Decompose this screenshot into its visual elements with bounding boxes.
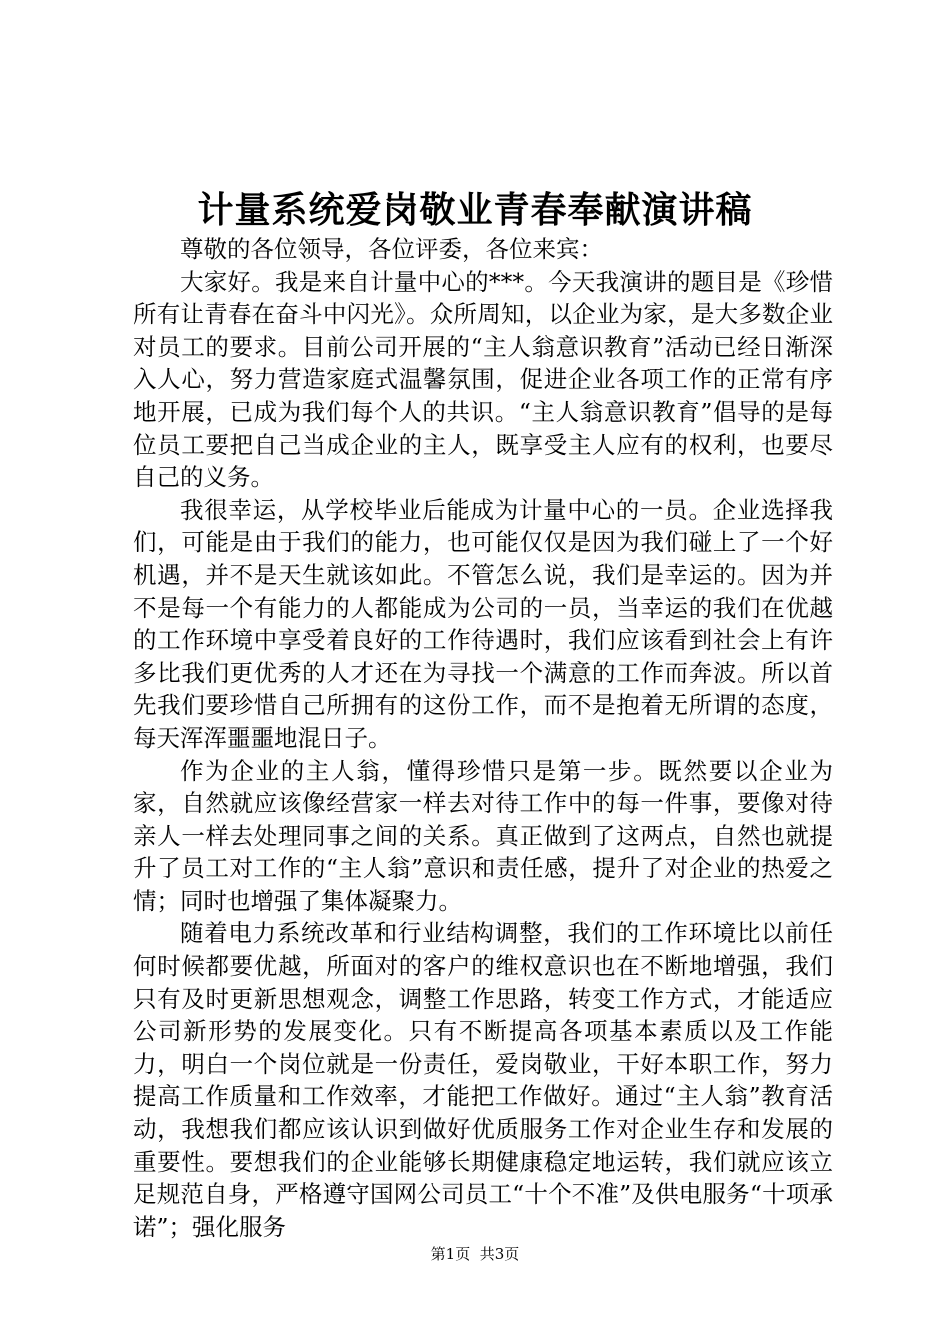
paragraph-4: 随着电力系统改革和行业结构调整，我们的工作环境比以前任何时候都要优越，所面对的客户的维权意识也在不断地增强，我们只有及时更新思想观念，调整工作思路，转变工作方式，才能适应公司新形势的发展变化。只有不断提高各项基本素质以及工作能力，明白一个岗位就是一份责任，爱岗敬业，干好本职工作，努力提高工作质量和工作效率，才能把工作做好。通过“主人翁”教育活动，我想我们都应该认识到做好优质服务工作对企业生存和发展的重要性。要想我们的企业能够长期健康稳定地运转，我们就应该立足规范自身，严格遵守国网公司员工“十个不准”及供电服务“十项承诺”；强化服务 bbox=[133, 919, 833, 1241]
page-number: 第1页 bbox=[430, 1245, 471, 1263]
paragraph-1: 大家好。我是来自计量中心的***。今天我演讲的题目是《珍惜所有让青春在奋斗中闪光》。众所周知，以企业为家，是大多数企业对员工的要求。目前公司开展的“主人翁意识教育”活动已经日渐深入人心，努力营造家庭式温馨氛围，促进企业各项工作的正常有序地开展，已成为我们每个人的共识。“主人翁意识教育”倡导的是每位员工要把自己当成企业的主人，既享受主人应有的权利，也要尽自己的义务。 bbox=[133, 267, 833, 492]
page-footer bbox=[0, 1243, 950, 1265]
paragraph-2: 我很幸运，从学校毕业后能成为计量中心的一员。企业选择我们，可能是由于我们的能力，也可能仅仅是因为我们碰上了一个好机遇，并不是天生就该如此。不管怎么说，我们是幸运的。因为并不是每一个有能力的人都能成为公司的一员，当幸运的我们在优越的工作环境中享受着良好的工作待遇时，我们应该看到社会上有许多比我们更优秀的人才还在为寻找一个满意的工作而奔波。所以首先我们要珍惜自己所拥有的这份工作，而不是抱着无所谓的态度，每天浑浑噩噩地混日子。 bbox=[133, 495, 833, 752]
salutation: 尊敬的各位领导，各位评委，各位来宾： bbox=[180, 235, 603, 263]
page-total: 共3页 bbox=[479, 1245, 520, 1263]
document-title: 计量系统爱岗敬业青春奉献演讲稿 bbox=[197, 189, 753, 231]
document-body bbox=[133, 233, 833, 1243]
paragraph-3: 作为企业的主人翁，懂得珍惜只是第一步。既然要以企业为家，自然就应该像经营家一样去对待工作中的每一件事，要像对待亲人一样去处理同事之间的关系。真正做到了这两点，自然也就提升了员工对工作的“主人翁”意识和责任感，提升了对企业的热爱之情；同时也增强了集体凝聚力。 bbox=[133, 756, 833, 915]
